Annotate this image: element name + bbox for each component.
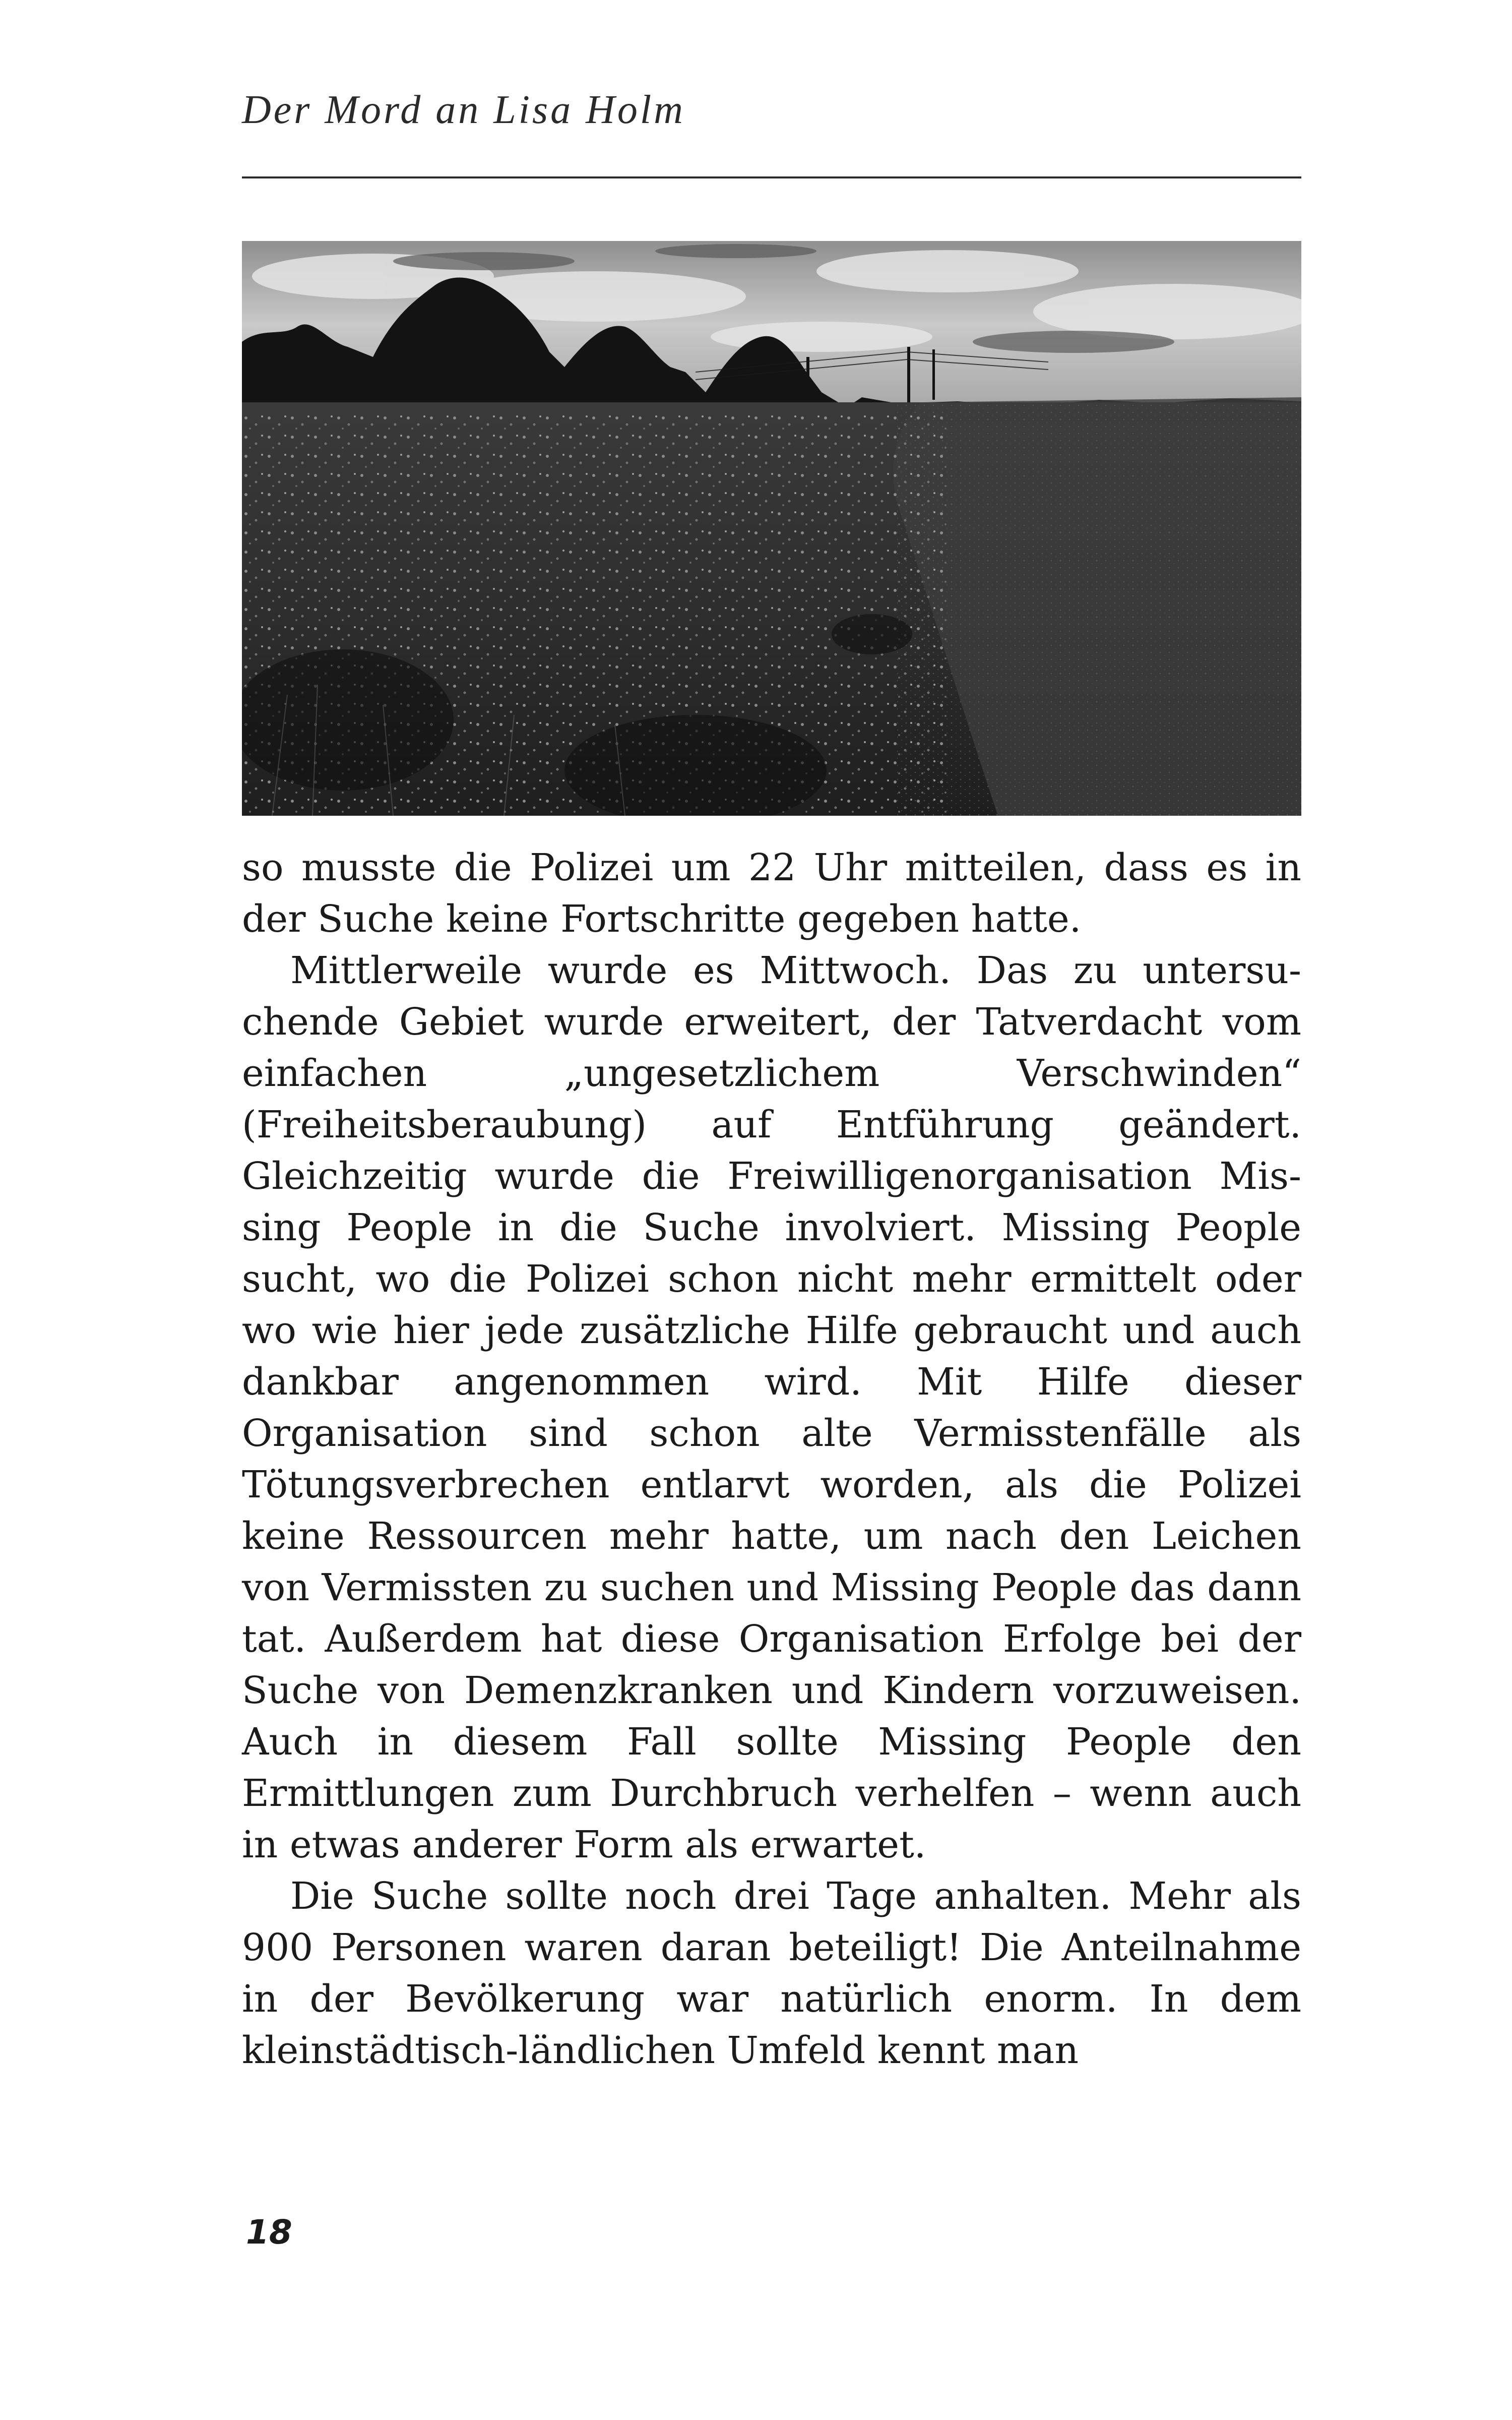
paragraph-1: so musste die Polizei um 22 Uhr mitteilen, dass es in der Suche keine Fortschritte gegeben hatte. — [242, 846, 1301, 941]
landscape-photo — [242, 241, 1301, 816]
header-divider — [242, 176, 1301, 178]
paragraph-3: Die Suche sollte noch drei Tage anhalten. Mehr als 900 Personen waren daran beteiligt! Die Anteilnahme in der Bevölkerung war natürlich enorm. In dem kleinstädtisch-ländlichen Umfeld kennt man — [242, 1874, 1301, 2072]
landscape-photo-illustration — [242, 241, 1301, 816]
paragraph-2: Mittlerweile wurde es Mittwoch. Das zu untersuchende Gebiet wurde erweitert, der Tatverdacht vom einfachen „ungesetzlichem Verschwinden“ (Freiheitsberaubung) auf Entführung geändert. Gleichzeitig wurde die Freiwilligenorganisation Missing People in die Suche involviert. Missing People sucht, wo die Polizei schon nicht mehr ermittelt oder wo wie hier jede zusätzliche Hilfe gebraucht und auch dankbar angenommen wird. Mit Hilfe dieser Organisation sind schon alte Vermisstenfälle als Tötungsverbrechen entlarvt worden, als die Polizei keine Ressourcen mehr hatte, um nach den Leichen von Vermissten zu suchen und Missing People das dann tat. Außerdem hat diese Organisation Erfolge bei der Suche von Demenzkranken und Kindern vorzuweisen. Auch in diesem Fall sollte Missing People den Ermittlungen zum Durchbruch verhelfen – wenn auch in etwas anderer Form als erwartet. — [242, 949, 1301, 1866]
running-header-title: Der Mord an Lisa Holm — [242, 88, 685, 132]
body-text — [242, 842, 1301, 2076]
page-number: 18 — [246, 2213, 292, 2252]
